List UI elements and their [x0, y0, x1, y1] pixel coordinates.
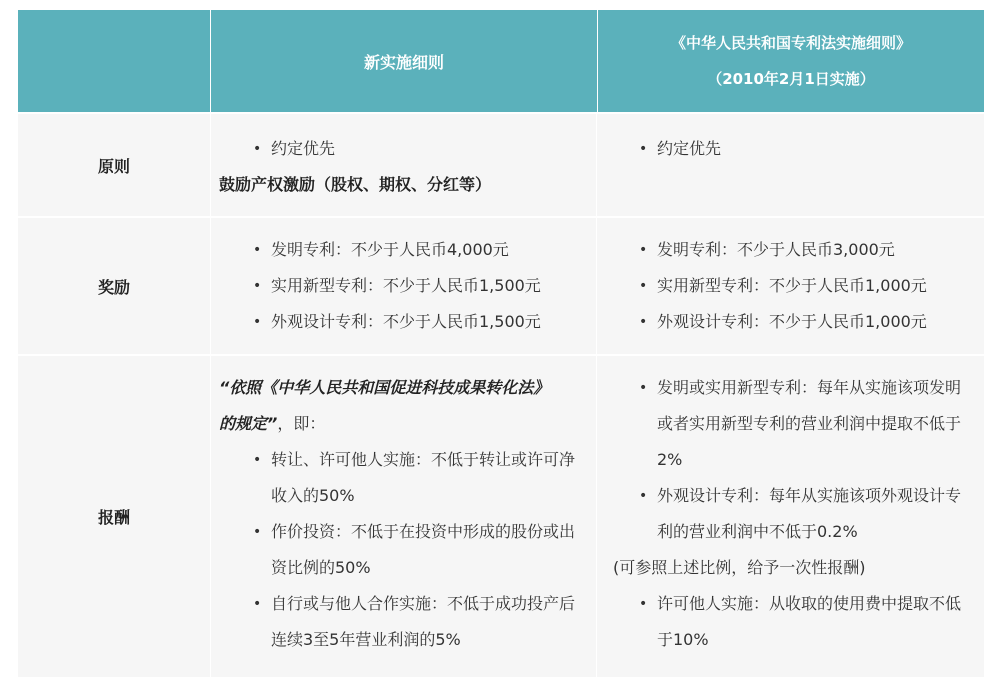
list-item: • 约定优先	[219, 131, 584, 167]
bullet-list	[219, 442, 584, 658]
intro-italic-line2: 的规定”	[219, 414, 278, 433]
old-rules-cell	[597, 356, 984, 677]
intro-tail: ，即：	[277, 414, 326, 433]
note-text: (可参照上述比例，给予一次性报酬)	[613, 558, 866, 577]
comparison-table	[18, 10, 984, 677]
new-rules-cell	[211, 114, 597, 216]
row-label: 报酬	[18, 356, 211, 677]
table-header	[18, 10, 984, 112]
list-item: • 发明专利：不少于人民币4,000元	[219, 232, 584, 268]
table-row-reward	[18, 216, 984, 354]
list-item: • 外观设计专利：不少于人民币1,500元	[219, 304, 584, 340]
list-item: • 发明或实用新型专利：每年从实施该项发明或者实用新型专利的营业利润中提取不低于2%	[613, 370, 974, 478]
new-rules-cell	[211, 356, 597, 677]
bullet-list	[613, 370, 974, 550]
header-new-rules: 新实施细则	[211, 10, 598, 112]
old-rules-cell	[597, 218, 984, 354]
header-empty-cell	[18, 10, 211, 112]
bullet-list	[219, 232, 584, 340]
row-label: 奖励	[18, 218, 211, 354]
bullet-list	[613, 586, 974, 658]
list-item: • 转让、许可他人实施：不低于转让或许可净收入的50%	[219, 442, 584, 514]
table-row-principle	[18, 112, 984, 216]
header-old-rules-title: 《中华人民共和国专利法实施细则》	[670, 34, 911, 52]
note-text: 鼓励产权激励（股权、期权、分红等）	[219, 175, 492, 194]
list-item: • 实用新型专利：不少于人民币1,500元	[219, 268, 584, 304]
list-item: • 实用新型专利：不少于人民币1,000元	[613, 268, 974, 304]
list-item: • 自行或与他人合作实施：不低于成功投产后连续3至5年营业利润的5%	[219, 586, 584, 658]
new-rules-cell	[211, 218, 597, 354]
list-item: • 许可他人实施：从收取的使用费中提取不低于10%	[613, 586, 974, 658]
bullet-list	[219, 131, 584, 167]
list-item: • 外观设计专利：每年从实施该项外观设计专利的营业利润中不低于0.2%	[613, 478, 974, 550]
old-rules-cell	[597, 114, 984, 216]
row-label: 原则	[18, 114, 211, 216]
header-old-rules	[598, 10, 984, 112]
table-row-remuneration	[18, 354, 984, 677]
list-item: • 外观设计专利：不少于人民币1,000元	[613, 304, 974, 340]
intro-italic-line1: “依照《中华人民共和国促进科技成果转化法》	[219, 378, 550, 397]
intro-paragraph	[219, 370, 584, 442]
bullet-list	[613, 232, 974, 340]
list-item: • 约定优先	[613, 131, 974, 167]
list-item: • 作价投资：不低于在投资中形成的股份或出资比例的50%	[219, 514, 584, 586]
list-item: • 发明专利：不少于人民币3,000元	[613, 232, 974, 268]
header-old-rules-date: （2010年2月1日实施）	[707, 70, 875, 88]
bullet-list	[613, 131, 974, 167]
